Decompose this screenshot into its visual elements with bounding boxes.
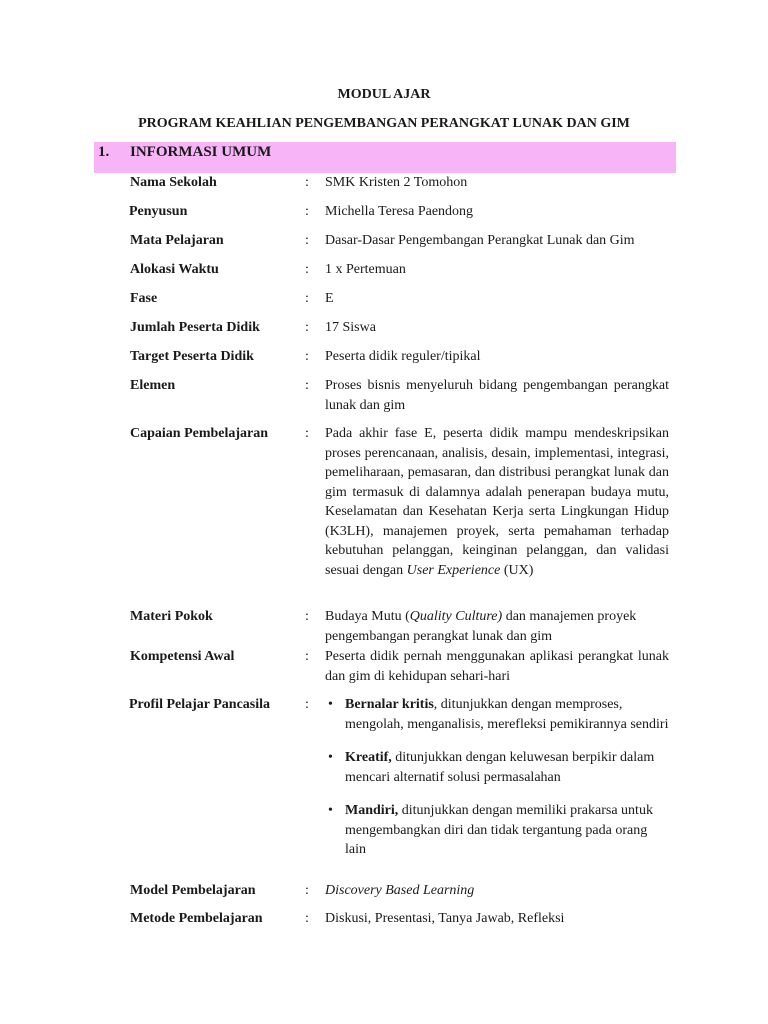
profil-item-text: ditunjukkan dengan keluwesan berpikir dalam mencari alternatif solusi permasalahan (345, 750, 655, 785)
field-value-capaian (325, 424, 669, 580)
field-value-kompetensi-awal: Peserta didik pernah menggunakan aplikasi perangkat lunak dan gim di kehidupan sehari-hari (325, 649, 669, 684)
document-subtitle: PROGRAM KEAHLIAN PENGEMBANGAN PERANGKAT LUNAK DAN GIM (138, 116, 630, 131)
field-value-alokasi-waktu: 1 x Pertemuan (325, 262, 406, 277)
field-label-penyusun: Penyusun (129, 204, 188, 219)
field-label-capaian: Capaian Pembelajaran (130, 426, 269, 441)
field-value-elemen: Proses bisnis menyeluruh bidang pengembangan perangkat lunak dan gim (325, 378, 669, 413)
profil-bullet-item (325, 801, 669, 860)
field-colon: : (305, 320, 309, 335)
field-colon: : (305, 175, 309, 190)
bullet-icon: • (328, 750, 333, 765)
bullet-icon: • (328, 697, 333, 712)
field-colon: : (305, 262, 309, 277)
profil-item-text: ditunjukkan dengan memiliki prakarsa untuk mengembangkan diri dan tidak tergantung pada orang lain (345, 803, 653, 857)
field-colon: : (305, 204, 309, 219)
field-colon: : (305, 649, 309, 664)
field-value-nama-sekolah: SMK Kristen 2 Tomohon (325, 175, 468, 190)
profil-item-bold: Kreatif, (345, 750, 392, 765)
section-number: 1. (98, 144, 110, 160)
bullet-icon: • (328, 803, 333, 818)
field-value-model-pembelajaran: Discovery Based Learning (325, 883, 475, 898)
field-colon: : (305, 883, 309, 898)
field-label-target-peserta: Target Peserta Didik (130, 349, 254, 364)
field-colon: : (305, 697, 309, 712)
field-label-alokasi-waktu: Alokasi Waktu (130, 262, 219, 277)
field-value-penyusun: Michella Teresa Paendong (325, 204, 474, 219)
capaian-text-italic: User Experience (406, 562, 501, 578)
capaian-text-1: Pada akhir fase E, peserta didik mampu mendeskripsikan proses perencanaan, analisis, desain, implementasi, integrasi, pemeliharaan, pemasaran, dan distribusi perangkat lunak dan gim termasuk di dalamnya adalah penerapan budaya mutu, Keselamatan dan Kesehatan Kerja serta Lingkungan Hidup (K3LH), manajemen proyek, serta pemahaman terhadap kebutuhan pelanggan, keinginan pelanggan, dan validasi sesuai dengan (325, 426, 669, 578)
field-label-profil-pelajar: Profil Pelajar Pancasila (129, 697, 271, 712)
field-colon: : (305, 233, 309, 248)
field-colon: : (305, 349, 309, 364)
field-label-mata-pelajaran: Mata Pelajaran (130, 233, 224, 248)
field-colon: : (305, 911, 309, 926)
profil-bullet-item (325, 748, 669, 787)
field-value-target-peserta: Peserta didik reguler/tipikal (325, 349, 481, 364)
materi-text-1: Budaya Mutu ( (325, 609, 410, 624)
field-value-jumlah-peserta: 17 Siswa (325, 320, 376, 335)
profil-item-bold: Bernalar kritis (345, 697, 434, 712)
field-label-kompetensi-awal: Kompetensi Awal (130, 649, 235, 664)
field-label-elemen: Elemen (130, 378, 176, 393)
section-title: INFORMASI UMUM (130, 144, 272, 160)
profil-bullet-item (325, 695, 669, 734)
profil-item-text: , ditunjukkan dengan memproses, mengolah, menganalisis, merefleksi pemikirannya sendiri (345, 697, 669, 732)
field-label-metode-pembelajaran: Metode Pembelajaran (130, 911, 263, 926)
field-value-fase: E (325, 291, 334, 306)
field-label-nama-sekolah: Nama Sekolah (130, 175, 217, 190)
profil-bullet-list (325, 695, 669, 860)
field-colon: : (305, 609, 309, 624)
field-label-jumlah-peserta: Jumlah Peserta Didik (130, 320, 260, 335)
field-value-mata-pelajaran: Dasar-Dasar Pengembangan Perangkat Lunak dan Gim (325, 233, 635, 248)
profil-item-bold: Mandiri, (345, 803, 399, 818)
field-value-materi-pokok (325, 607, 669, 646)
materi-text-italic: Quality Culture) (409, 609, 503, 624)
field-value-metode-pembelajaran: Diskusi, Presentasi, Tanya Jawab, Refleksi (325, 911, 565, 926)
field-colon: : (305, 291, 309, 306)
field-colon: : (305, 378, 309, 393)
field-label-materi-pokok: Materi Pokok (130, 609, 213, 624)
document-title: MODUL AJAR (337, 87, 431, 102)
field-colon: : (305, 426, 309, 441)
capaian-text-2: (UX) (500, 562, 534, 578)
field-label-fase: Fase (130, 291, 158, 306)
field-label-model-pembelajaran: Model Pembelajaran (130, 883, 256, 898)
materi-text-2: dan manajemen proyek pengembangan perangkat lunak dan gim (325, 609, 637, 644)
